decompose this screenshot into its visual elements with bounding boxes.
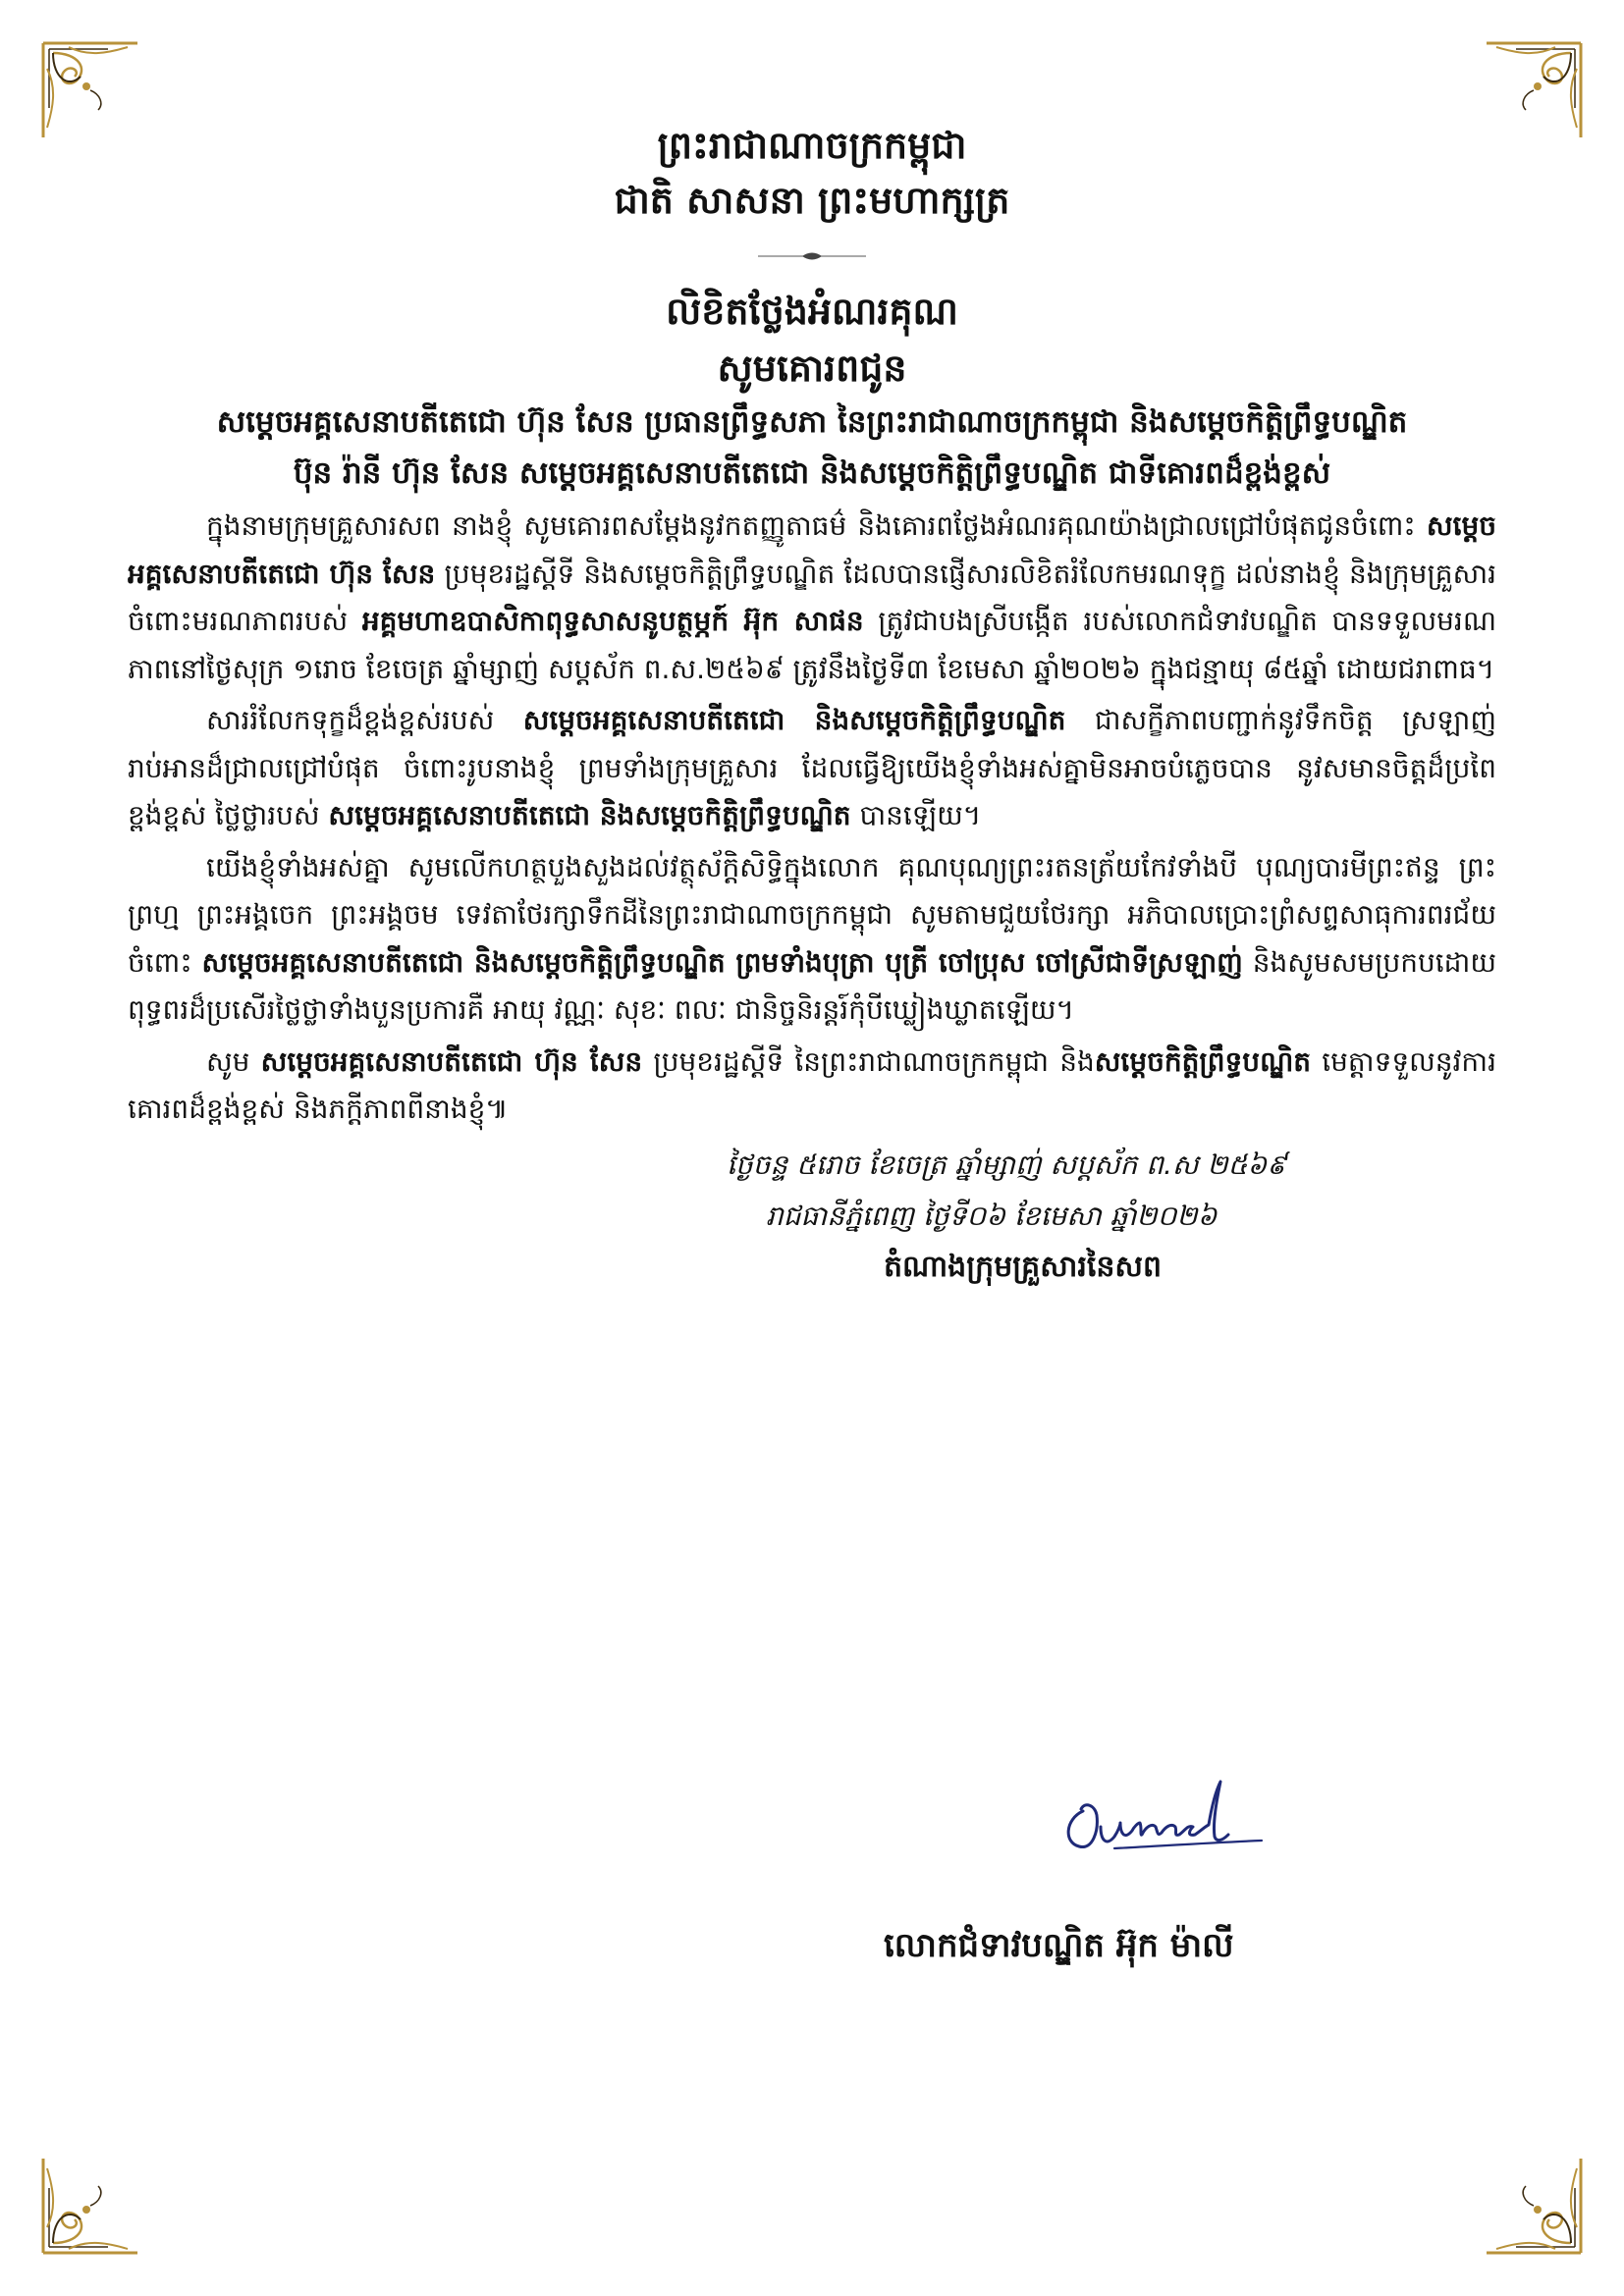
addressee-line-1: សម្តេចអគ្គសេនាបតីតេជោ ហ៊ុន សែន ប្រធានព្រឹទ្ធសភា នៃព្រះរាជាណាចក្រកម្ពុជា និងសម្តេចកិត្តិព្រឹទ្ធបណ្ឌិត [216,404,1408,440]
paragraph-text: និងសូមសមប្រកបដោយពុទ្ធពរដ៏ប្រសើរថ្លៃថ្លាទាំងបួនប្រការគឺ អាយុ វណ្ណៈ សុខៈ ពលៈ ជានិច្ចនិរន្តរ៍កុំបីឃ្លៀងឃ្លាតឡើយ។ [128,945,1496,1026]
header-divider [758,249,866,263]
signer-name: លោកជំទាវបណ្ឌិត អ៊ុក ម៉ាលី [884,1926,1234,1965]
paragraph-text: ប្រមុខរដ្ឋស្តីទី នៃព្រះរាជាណាចក្រកម្ពុជា និង [642,1044,1095,1078]
paragraph-text: សាររំលែកទុក្ខដ៏ខ្ពង់ខ្ពស់របស់ [206,704,523,736]
paragraph-text: សូម [206,1044,261,1078]
paragraph-text: ប្រមុខរដ្ឋស្តីទី និងសម្តេចកិត្តិព្រឹទ្ធបណ្ឌិត ដែលបានផ្ញើសារលិខិតរំលែកមរណទុក្ខ ដល់នាងខ្ញុំ និងក្រុមគ្រួសារ ចំពោះមរណភាពរបស់ [128,557,1497,637]
paragraph-2 [128,697,1496,840]
solar-date: រាជធានីភ្នំពេញ ថ្ងៃទី០៦ ខែមេសា ឆ្នាំ២០២៦ [766,1199,1218,1232]
paragraph-3 [128,844,1496,1035]
paragraph-text: មេត្តាទទួលនូវការគោរពដ៏ខ្ពង់ខ្ពស់ និងភក្តីភាពពីនាងខ្ញុំ៕ [128,1044,1496,1125]
kingdom-name: ព្រះរាជាណាចក្រកម្ពុជា [657,124,967,167]
addressee-line-2: ប៊ុន រ៉ានី ហ៊ុន សែន សម្តេចអគ្គសេនាបតីតេជោ និងសម្តេចកិត្តិព្រឹទ្ធបណ្ឌិត ជាទីគោរពដ៏ខ្ពង់ខ្ពស់ [293,455,1331,491]
paragraph-bold-text: សម្តេចអគ្គសេនាបតីតេជោ ហ៊ុន សែន [260,1044,643,1078]
paragraph-text: ត្រូវជាបងស្រីបង្កើត របស់លោកជំទាវបណ្ឌិត បានទទួលមរណភាពនៅថ្ងៃសុក្រ ១រោច ខែចេត្រ ឆ្នាំម្សាញ់ សប្តស័ក ព.ស.២៥៦៩ ត្រូវនឹងថ្ងៃទី៣ ខែមេសា ឆ្នាំ២០២៦ ក្នុងជន្មាយុ ៨៥ឆ្នាំ ដោយជរាពាធ។ [128,605,1496,685]
paragraph-bold-text: សម្តេចអគ្គសេនាបតីតេជោ ហ៊ុន សែន [128,509,1496,590]
paragraph-bold-text: សម្តេចអគ្គសេនាបតីតេជោ និងសម្តេចកិត្តិព្រឹទ្ធបណ្ឌិត [522,704,1066,736]
paragraph-1 [128,503,1496,693]
date-block [128,1140,1496,1293]
paragraph-text: ជាសក្ខីភាពបញ្ជាក់នូវទឹកចិត្ត ស្រឡាញ់ រាប់អានដ៏ជ្រាលជ្រៅបំផុត ចំពោះរូបនាងខ្ញុំ ព្រមទាំងក្រុមគ្រួសារ ដែលធ្វើឱ្យយើងខ្ញុំទាំងអស់គ្នាមិនអាចបំភ្លេចបាន នូវសមានចិត្តដ៏ប្រពៃ ខ្ពង់ខ្ពស់ ថ្លៃថ្លារបស់ [128,704,1496,831]
paragraph-4 [128,1039,1496,1134]
floral-ornament-icon [1477,2149,1585,2257]
paragraph-text: យើងខ្ញុំទាំងអស់គ្នា សូមលើកហត្ថបួងសួងដល់វត្ថុស័ក្តិសិទ្ធិក្នុងលោក គុណបុណ្យព្រះរតនត្រ័យកែវទាំងបី បុណ្យបារមីព្រះឥន្ទ ព្រះព្រហ្ម ព្រះអង្គចេក ព្រះអង្គចម ទេវតាថែរក្សាទឹកដីនៃព្រះរាជាណាចក្រកម្ពុជា សូមតាមជួយថែរក្សា អភិបាលប្រោះព្រំសព្ទសាធុការពរជ័យចំពោះ [128,850,1496,979]
paragraph-bold-text: អគ្គមហាឧបាសិកាពុទ្ធសាសនូបត្ថម្ភក៍ អ៊ុក សាផន [361,605,864,637]
handwritten-signature [1056,1772,1281,1860]
national-motto: ជាតិ សាសនា ព្រះមហាក្សត្រ [614,179,1010,222]
paragraph-text: ក្នុងនាមក្រុមគ្រួសារសព នាងខ្ញុំ សូមគោរពសម្តែងនូវកតញ្ញូតាធម៌ និងគោរពថ្លែងអំណរគុណយ៉ាងជ្រាលជ្រៅបំផុតជូនចំពោះ [206,509,1427,542]
family-representative-label: តំណាងក្រុមគ្រួសារនៃសព [884,1249,1163,1284]
paragraph-text: បានឡើយ។ [850,799,982,831]
letter-page [128,118,1496,1293]
lunar-date: ថ្ងៃចន្ទ ៥រោច ខែចេត្រ ឆ្នាំម្សាញ់ សប្តស័ក ព.ស ២៥៦៩ [727,1148,1287,1181]
paragraph-bold-text: សម្តេចអគ្គសេនាបតីតេជោ និងសម្តេចកិត្តិព្រឹទ្ធបណ្ឌិត [328,799,851,831]
divider-ornament-icon [758,249,866,263]
letter-header [128,118,1496,263]
letter-title: លិខិតថ្លែងអំណរគុណ [666,290,958,333]
corner-ornament-bottom-left [39,2149,147,2257]
paragraph-bold-text: សម្តេចកិត្តិព្រឹទ្ធបណ្ឌិត [1094,1044,1312,1078]
corner-ornament-bottom-right [1477,2149,1585,2257]
paragraph-bold-text: សម្តេចអគ្គសេនាបតីតេជោ និងសម្តេចកិត្តិព្រឹទ្ធបណ្ឌិត ព្រមទាំងបុត្រា បុត្រី ចៅប្រុស ចៅស្រីជាទីស្រឡាញ់ [201,945,1243,979]
floral-ornament-icon [39,2149,147,2257]
signature-icon [1056,1772,1281,1860]
respect-line: សូមគោរពជូន [717,347,907,390]
